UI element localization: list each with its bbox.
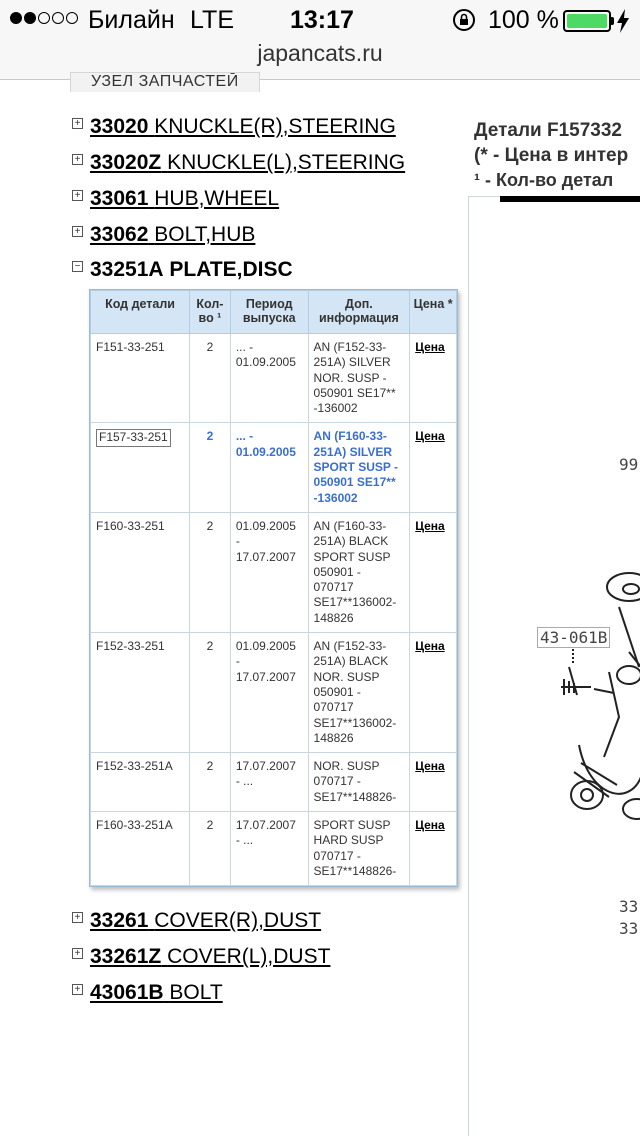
cell-period bbox=[230, 812, 308, 886]
network-type: LTE bbox=[190, 6, 234, 34]
parts-diagram[interactable] bbox=[468, 196, 640, 1136]
expand-icon[interactable]: + bbox=[72, 948, 83, 959]
cell-code bbox=[91, 812, 190, 886]
cell-qty-text: 2 bbox=[206, 759, 214, 774]
cell-period-text: 01.09.2005 - 17.07.2007 bbox=[235, 639, 296, 684]
part-code: 33020Z bbox=[90, 151, 162, 174]
cell-info bbox=[308, 633, 410, 753]
part-name: BOLT bbox=[169, 981, 223, 1004]
clock: 13:17 bbox=[290, 6, 354, 34]
parts-diagram-drawing bbox=[469, 197, 640, 1136]
cell-code bbox=[91, 633, 190, 753]
cell-qty-text: 2 bbox=[206, 639, 214, 654]
qty-note: ¹ - Кол-во детал bbox=[474, 170, 614, 190]
charging-icon bbox=[616, 9, 630, 33]
battery-percentage: 100 % bbox=[488, 6, 559, 34]
table-row[interactable] bbox=[91, 512, 457, 632]
part-link[interactable] bbox=[90, 909, 321, 932]
table-row[interactable] bbox=[91, 423, 457, 512]
expand-icon[interactable]: + bbox=[72, 912, 83, 923]
table-row[interactable] bbox=[91, 812, 457, 886]
price-link[interactable]: Цена bbox=[415, 818, 445, 833]
signal-dot bbox=[66, 12, 78, 24]
part-name: HUB,WHEEL bbox=[154, 187, 280, 210]
cell-info-text: AN (F160-33-251A) SILVER SPORT SUSP - 050901 SE17** -136002 bbox=[313, 429, 399, 505]
carrier-name: Билайн bbox=[88, 6, 175, 34]
part-item[interactable] bbox=[72, 151, 405, 175]
cell-period-text: 01.09.2005 - 17.07.2007 bbox=[235, 518, 296, 564]
col-header-info: Доп. информация bbox=[308, 291, 410, 334]
cell-price bbox=[410, 633, 457, 753]
diagram-label[interactable]: 43-061B bbox=[537, 627, 610, 648]
cell-info-text: AN (F160-33-251A) BLACK SPORT SUSP 050901 - 070717 SE17**136002-148826 bbox=[313, 518, 397, 625]
col-header-qty: Кол-во ¹ bbox=[190, 291, 231, 334]
price-link[interactable]: Цена bbox=[415, 639, 445, 654]
cell-code-text: F152-33-251 bbox=[96, 639, 165, 654]
cell-info bbox=[308, 512, 410, 632]
price-note: (* - Цена в интер bbox=[474, 145, 629, 166]
url-bar[interactable]: japancats.ru bbox=[257, 40, 383, 66]
cell-qty bbox=[190, 334, 231, 423]
price-link[interactable]: Цена bbox=[415, 340, 445, 354]
cell-qty bbox=[190, 753, 231, 812]
part-code: 33261 bbox=[90, 909, 149, 932]
part-item[interactable] bbox=[72, 945, 330, 969]
cell-price bbox=[410, 423, 457, 512]
cell-code-text: F160-33-251A bbox=[96, 818, 173, 833]
expand-icon[interactable]: + bbox=[72, 226, 83, 237]
part-code: 33020 bbox=[90, 115, 149, 138]
details-title: Детали F157332 bbox=[474, 120, 622, 141]
cell-info bbox=[308, 812, 410, 886]
col-header-code: Код детали bbox=[91, 291, 190, 334]
cell-qty bbox=[190, 633, 231, 753]
cell-code bbox=[91, 753, 190, 812]
cell-price bbox=[410, 753, 457, 812]
cell-code-text: F151-33-251 bbox=[96, 340, 165, 354]
col-header-period: Период выпуска bbox=[230, 291, 308, 334]
expand-icon[interactable]: + bbox=[72, 190, 83, 201]
diagram-top-bar bbox=[500, 196, 640, 202]
signal-dot bbox=[24, 12, 36, 24]
part-item[interactable] bbox=[72, 187, 279, 211]
parts-table bbox=[89, 289, 458, 887]
cell-info-text: AN (F152-33-251A) SILVER NOR. SUSP - 050901 SE17** -136002 bbox=[313, 340, 396, 416]
cell-qty-text: 2 bbox=[206, 518, 214, 533]
part-name: COVER(L),DUST bbox=[167, 945, 331, 968]
cell-period-text: ... - 01.09.2005 bbox=[235, 429, 296, 459]
section-tab-label: УЗЕЛ ЗАПЧАСТЕЙ bbox=[91, 73, 239, 90]
part-name: KNUCKLE(R),STEERING bbox=[154, 115, 396, 138]
part-link[interactable] bbox=[90, 151, 405, 174]
cell-qty bbox=[190, 512, 231, 632]
selected-code: F157-33-251 bbox=[96, 429, 171, 446]
part-link[interactable] bbox=[90, 115, 396, 138]
cell-qty-text: 2 bbox=[206, 818, 214, 833]
cell-info-text: SPORT SUSP HARD SUSP 070717 - SE17**148826- bbox=[313, 818, 397, 878]
signal-dot bbox=[10, 12, 22, 24]
cell-info-text: NOR. SUSP 070717 - SE17**148826- bbox=[313, 759, 397, 804]
cell-period bbox=[230, 512, 308, 632]
details-header bbox=[474, 118, 628, 193]
diagram-label[interactable]: 99 bbox=[619, 455, 639, 474]
table-row[interactable] bbox=[91, 334, 457, 423]
cell-period-text: ... - 01.09.2005 bbox=[235, 340, 296, 370]
part-item[interactable] bbox=[72, 223, 255, 247]
cell-price bbox=[410, 512, 457, 632]
cell-period-text: 17.07.2007 - ... bbox=[235, 759, 296, 789]
expand-icon[interactable]: + bbox=[72, 154, 83, 165]
price-link[interactable]: Цена bbox=[415, 759, 445, 774]
cell-code bbox=[91, 334, 190, 423]
battery-icon bbox=[563, 10, 611, 32]
cell-qty-text: 2 bbox=[206, 429, 214, 444]
section-tab[interactable] bbox=[70, 72, 260, 92]
expand-icon[interactable]: + bbox=[72, 984, 83, 995]
part-name: KNUCKLE(L),STEERING bbox=[167, 151, 406, 174]
diagram-label[interactable]: 33 bbox=[619, 919, 639, 938]
table-row[interactable] bbox=[91, 633, 457, 753]
signal-dot bbox=[38, 12, 50, 24]
price-link[interactable]: Цена bbox=[415, 518, 445, 533]
cell-info bbox=[308, 334, 410, 423]
cell-period bbox=[230, 753, 308, 812]
cell-qty bbox=[190, 812, 231, 886]
part-item-expanded[interactable] bbox=[72, 258, 293, 282]
signal-strength-icon bbox=[10, 12, 78, 24]
part-name: COVER(R),DUST bbox=[154, 909, 322, 932]
cell-qty bbox=[190, 423, 231, 512]
signal-dot bbox=[52, 12, 64, 24]
status-bar bbox=[0, 0, 640, 40]
part-link[interactable] bbox=[90, 223, 255, 246]
cell-price bbox=[410, 334, 457, 423]
part-code: 33061 bbox=[90, 187, 149, 210]
cell-price bbox=[410, 812, 457, 886]
cell-code bbox=[91, 423, 190, 512]
cell-period-text: 17.07.2007 - ... bbox=[235, 818, 296, 848]
cell-period bbox=[230, 334, 308, 423]
part-code: 33062 bbox=[90, 223, 149, 246]
part-link[interactable] bbox=[90, 187, 279, 210]
part-code: 33251A bbox=[90, 258, 164, 281]
part-link[interactable] bbox=[90, 945, 330, 968]
cell-code bbox=[91, 512, 190, 632]
rotation-lock-icon bbox=[452, 8, 476, 32]
price-link[interactable]: Цена bbox=[415, 429, 445, 444]
part-item[interactable] bbox=[72, 909, 321, 933]
part-code: 33261Z bbox=[90, 945, 162, 968]
cell-code-text: F152-33-251A bbox=[96, 759, 173, 774]
cell-period bbox=[230, 423, 308, 512]
cell-code-text: F160-33-251 bbox=[96, 518, 165, 533]
col-header-price: Цена * bbox=[410, 291, 457, 334]
browser-chrome bbox=[0, 0, 640, 80]
table-row[interactable] bbox=[91, 753, 457, 812]
part-item[interactable] bbox=[72, 115, 396, 139]
part-name: BOLT,HUB bbox=[154, 223, 256, 246]
part-code: 43061B bbox=[90, 981, 164, 1004]
part-name: PLATE,DISC bbox=[169, 258, 293, 281]
cell-qty-text: 2 bbox=[206, 340, 214, 354]
cell-info-text: AN (F152-33-251A) BLACK NOR. SUSP 050901 - 070717 SE17**136002-148826 bbox=[313, 639, 397, 745]
part-link[interactable] bbox=[90, 981, 223, 1004]
expand-icon[interactable]: + bbox=[72, 118, 83, 129]
cell-info bbox=[308, 753, 410, 812]
part-item[interactable] bbox=[72, 981, 223, 1005]
diagram-label[interactable]: 33 bbox=[619, 897, 639, 916]
collapse-icon[interactable]: − bbox=[72, 261, 83, 272]
cell-info bbox=[308, 423, 410, 512]
cell-period bbox=[230, 633, 308, 753]
